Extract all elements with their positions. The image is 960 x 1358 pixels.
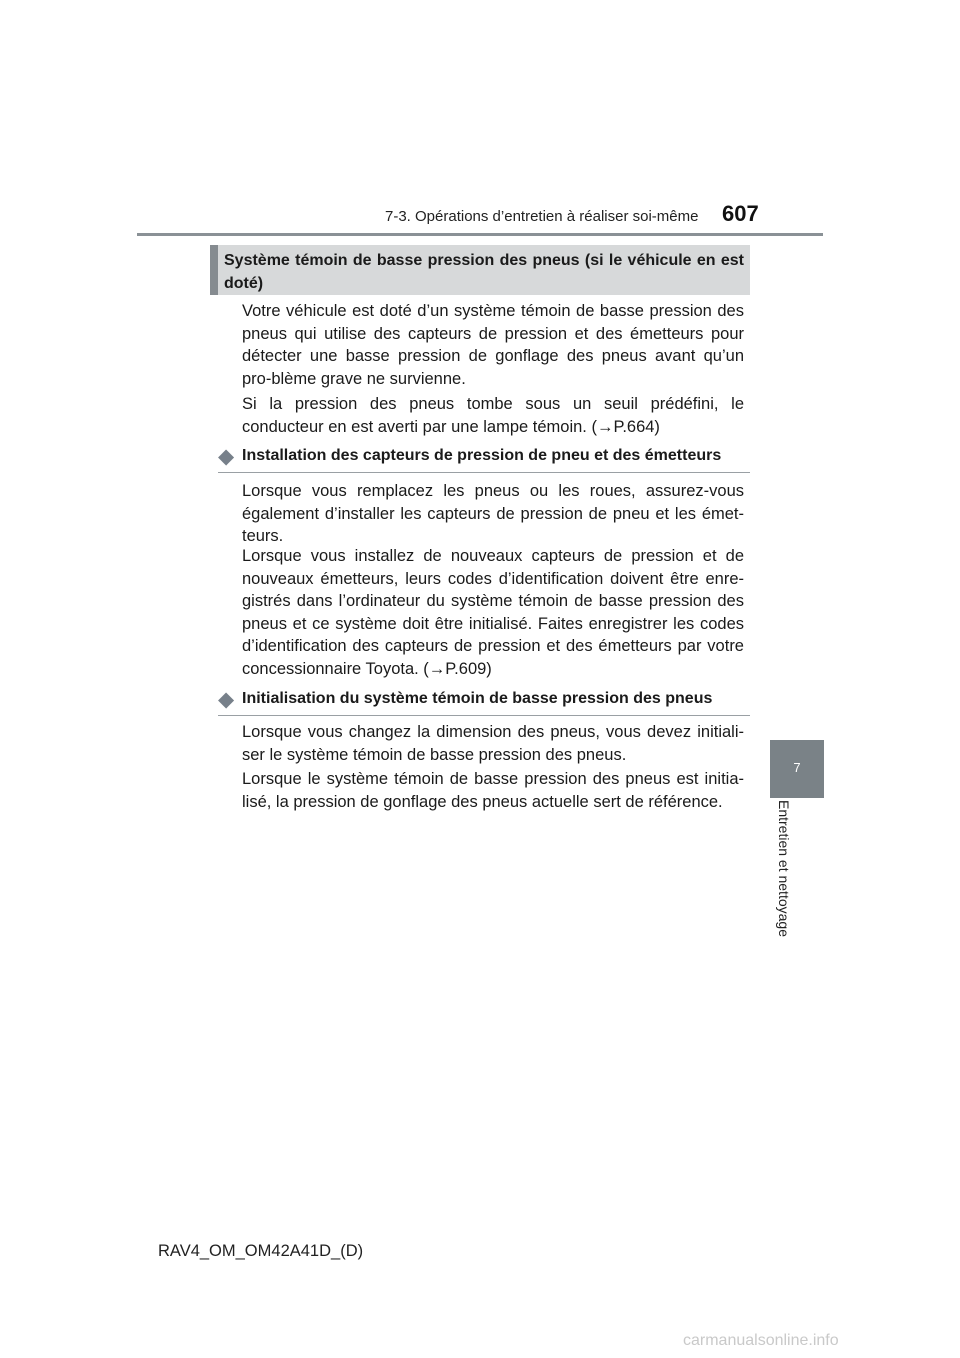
body-paragraph: Lorsque vous remplacez les pneus ou les roues, assurez-vous également d’installer les capteurs de pression de pneu et les émet-teurs. — [242, 482, 744, 545]
subsection-heading — [218, 446, 750, 474]
body-paragraph: Lorsque le système témoin de basse pression des pneus est initia-lisé, la pression de gonflage des pneus actuelle sert de référence. — [242, 770, 744, 811]
intro-paragraph: Votre véhicule est doté d’un système témoin de basse pression des pneus qui utilise des capteurs de pression et des émetteurs pour détecter une basse pression de gonflage des pneus avant qu’un pro-blème grave ne survienne. — [242, 302, 744, 388]
intro-paragraph: Si la pression des pneus tombe sous un seuil prédéfini, le conducteur en est averti par une lampe témoin. (→P.664) — [242, 395, 744, 436]
section-heading-bar — [210, 245, 218, 295]
body-paragraph: Lorsque vous changez la dimension des pneus, vous devez initiali-ser le système témoin de basse pression des pneus. — [242, 723, 744, 764]
section-heading-text: Système témoin de basse pression des pneus (si le véhicule en est doté) — [224, 252, 744, 292]
subsection-heading — [218, 689, 750, 717]
subsection-rule — [218, 715, 750, 716]
page-number: 607 — [722, 201, 759, 226]
body-paragraph: Lorsque vous installez de nouveaux capteurs de pression et de nouveaux émetteurs, leurs codes d’identification doivent être enre-gistrés dans l’ordinateur du système témoin de basse pression des pneus et ce système doit être initialisé. Faites enregistrer les codes d’identification des capteurs de pression et des émetteurs par votre concessionnaire Toyota. (→P.609) — [242, 547, 744, 678]
document-code: RAV4_OM_OM42A41D_(D) — [158, 1242, 364, 1260]
chapter-label: Entretien et nettoyage — [776, 800, 792, 937]
chapter-number: 7 — [793, 760, 801, 775]
subsection-title: Initialisation du système témoin de basse pression des pneus — [242, 690, 713, 707]
header-rule — [137, 233, 823, 236]
chapter-tab — [770, 740, 824, 798]
subsection-rule — [218, 472, 750, 473]
header-section-title: 7-3. Opérations d’entretien à réaliser soi-même — [385, 208, 699, 225]
subsection-title: Installation des capteurs de pression de pneu et des émetteurs — [242, 447, 722, 464]
watermark: carmanualsonline.info — [683, 1332, 839, 1349]
diamond-bullet-icon: ◆ — [218, 688, 235, 711]
section-heading — [210, 245, 750, 295]
diamond-bullet-icon: ◆ — [218, 445, 235, 468]
chapter-label-box — [767, 800, 827, 955]
